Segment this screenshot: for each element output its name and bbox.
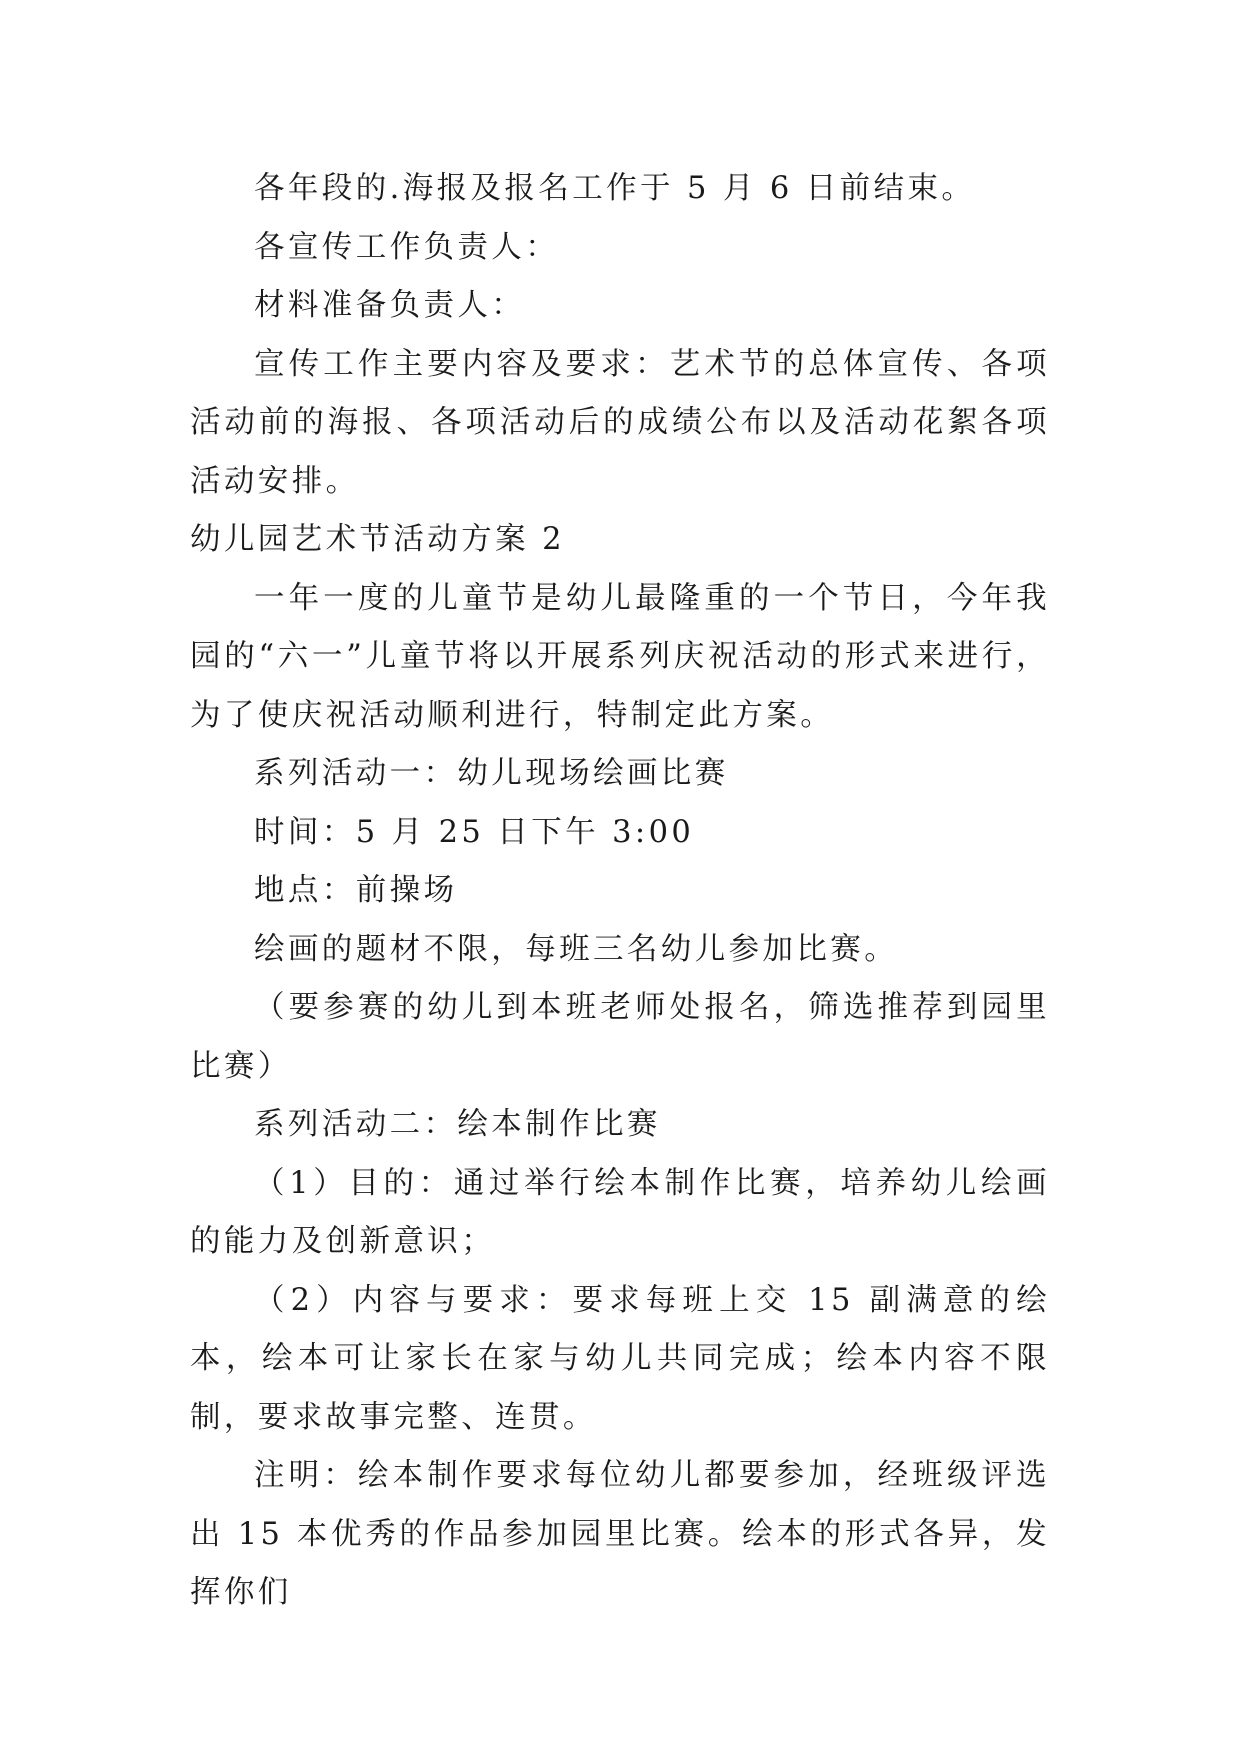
section-heading: 幼儿园艺术节活动方案 2	[190, 522, 565, 557]
paragraph-activity-two-purpose: （1）目的：通过举行绘本制作比赛，培养幼儿绘画的能力及创新意识；	[190, 1165, 1050, 1259]
paragraph-poster-deadline: 各年段的.海报及报名工作于 5 月 6 日前结束。	[254, 171, 976, 206]
paragraph-activity-one-title: 系列活动一：幼儿现场绘画比赛	[254, 756, 729, 791]
document-body	[190, 160, 1050, 1623]
paragraph-intro: 一年一度的儿童节是幼儿最隆重的一个节日，今年我园的“六一”儿童节将以开展系列庆祝活动的形式来进行，为了使庆祝活动顺利进行，特制定此方案。	[190, 580, 1050, 733]
paragraph-activity-one-location: 地点：前操场	[254, 873, 458, 908]
paragraph-activity-one-rules: 绘画的题材不限，每班三名幼儿参加比赛。	[254, 931, 899, 967]
paragraph-activity-two-note: 注明：绘本制作要求每位幼儿都要参加，经班级评选出 15 本优秀的作品参加园里比赛。绘本的形式各异，发挥你们	[190, 1458, 1050, 1610]
paragraph-activity-one-signup: （要参赛的幼儿到本班老师处报名，筛选推荐到园里比赛）	[190, 990, 1050, 1084]
paragraph-activity-two-requirements: （2）内容与要求：要求每班上交 15 副满意的绘本，绘本可让家长在家与幼儿共同完成；绘本内容不限制，要求故事完整、连贯。	[190, 1282, 1050, 1435]
paragraph-activity-one-time: 时间：5 月 25 日下午 3:00	[254, 814, 695, 850]
paragraph-publicity-requirements: 宣传工作主要内容及要求：艺术节的总体宣传、各项活动前的海报、各项活动后的成绩公布以及活动花絮各项活动安排。	[190, 346, 1050, 499]
paragraph-materials-lead: 材料准备负责人：	[254, 288, 526, 323]
paragraph-publicity-lead: 各宣传工作负责人：	[254, 229, 560, 265]
paragraph-activity-two-title: 系列活动二：绘本制作比赛	[254, 1107, 661, 1142]
